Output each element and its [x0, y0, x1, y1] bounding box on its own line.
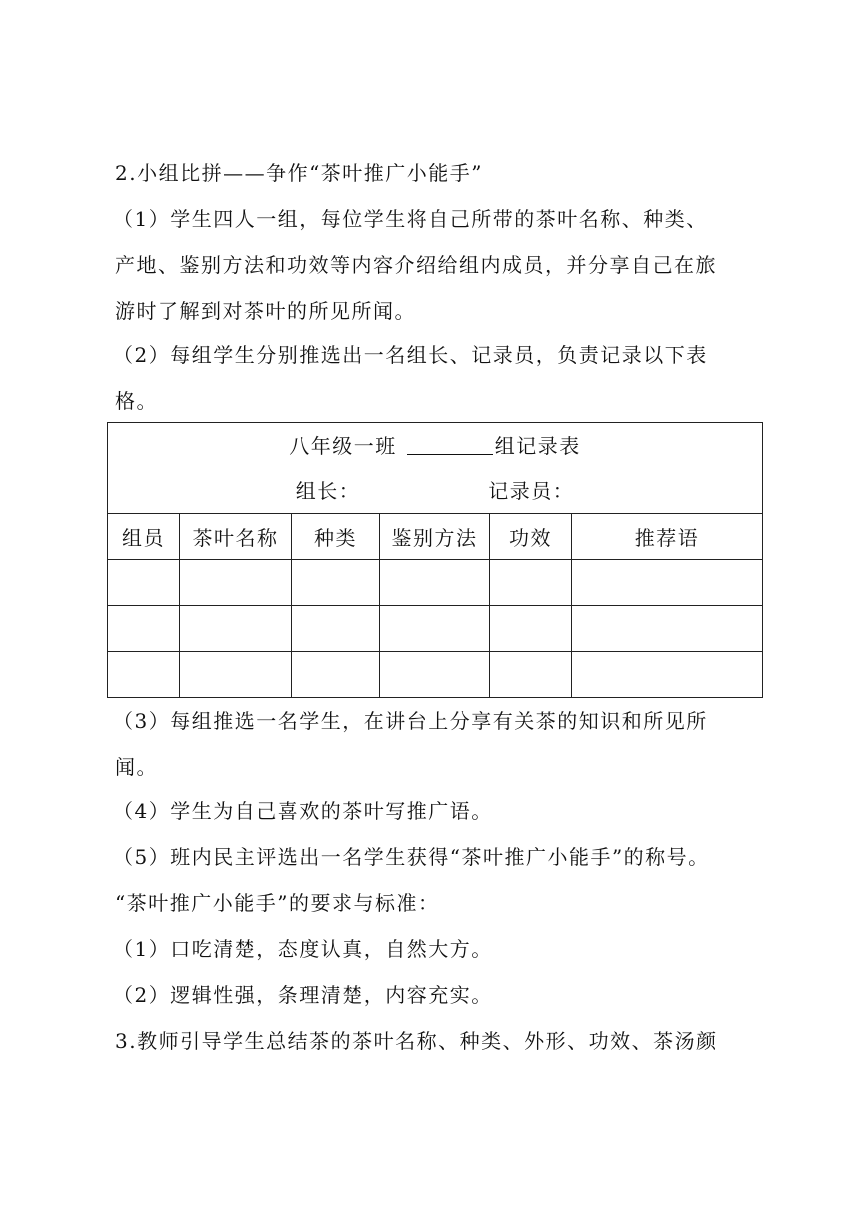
recorder-label: 记录员：: [488, 479, 575, 503]
table-cell: [180, 560, 292, 606]
criteria-item-1: （1）口吃清楚，态度认真，自然大方。: [113, 937, 493, 961]
table-cell: [380, 560, 490, 606]
table-header-row: [108, 514, 763, 560]
table-row: [108, 606, 763, 652]
section-3-line: 3.教师引导学生总结茶的茶叶名称、种类、外形、功效、茶汤颜: [115, 1029, 718, 1053]
table-cell: [292, 652, 380, 698]
step-3-line-1: （3）每组推选一名学生，在讲台上分享有关茶的知识和所见所: [113, 709, 708, 733]
table-header-cell: 茶叶名称: [180, 514, 292, 560]
step-3-line-2: 闻。: [115, 755, 158, 779]
group-name-blank: [407, 434, 493, 455]
table-title-prefix: 八年级一班: [289, 434, 397, 458]
leader-label: 组长：: [295, 479, 361, 503]
table-header-cell: 功效: [490, 514, 572, 560]
table-cell: [490, 652, 572, 698]
table-header-cell: 鉴别方法: [380, 514, 490, 560]
step-1-line-1: （1）学生四人一组，每位学生将自己所带的茶叶名称、种类、: [113, 207, 708, 231]
group-record-table: [107, 422, 763, 698]
table-cell: [490, 560, 572, 606]
table-sign-row: [108, 469, 762, 513]
table-cell: [380, 652, 490, 698]
table-cell: [572, 560, 763, 606]
table-title: [108, 423, 762, 469]
step-2-line-2: 格。: [115, 389, 158, 413]
table-cell: [572, 606, 763, 652]
step-5: （5）班内民主评选出一名学生获得“茶叶推广小能手”的称号。: [113, 845, 710, 869]
step-1-line-2: 产地、鉴别方法和功效等内容介绍给组内成员，并分享自己在旅: [115, 253, 717, 277]
criteria-heading: “茶叶推广小能手”的要求与标准：: [115, 891, 440, 915]
table-title-cell: [108, 423, 763, 514]
table-header-cell: 组员: [108, 514, 180, 560]
table-cell: [572, 652, 763, 698]
table-cell: [490, 606, 572, 652]
table-cell: [292, 560, 380, 606]
table-title-suffix: 组记录表: [494, 434, 581, 458]
table-row: [108, 652, 763, 698]
step-4: （4）学生为自己喜欢的茶叶写推广语。: [113, 799, 493, 823]
step-1-line-3: 游时了解到对茶叶的所见所闻。: [115, 299, 416, 323]
table-cell: [108, 560, 180, 606]
table-header-cell: 种类: [292, 514, 380, 560]
table-cell: [380, 606, 490, 652]
table-cell: [292, 606, 380, 652]
table-cell: [180, 652, 292, 698]
table-header-cell: 推荐语: [572, 514, 763, 560]
table-row: [108, 560, 763, 606]
table-cell: [108, 652, 180, 698]
table-cell: [108, 606, 180, 652]
criteria-item-2: （2）逻辑性强，条理清楚，内容充实。: [113, 983, 493, 1007]
section-2-heading: 2.小组比拼——争作“茶叶推广小能手”: [115, 161, 484, 185]
step-2-line-1: （2）每组学生分别推选出一名组长、记录员，负责记录以下表: [113, 343, 708, 367]
table-cell: [180, 606, 292, 652]
